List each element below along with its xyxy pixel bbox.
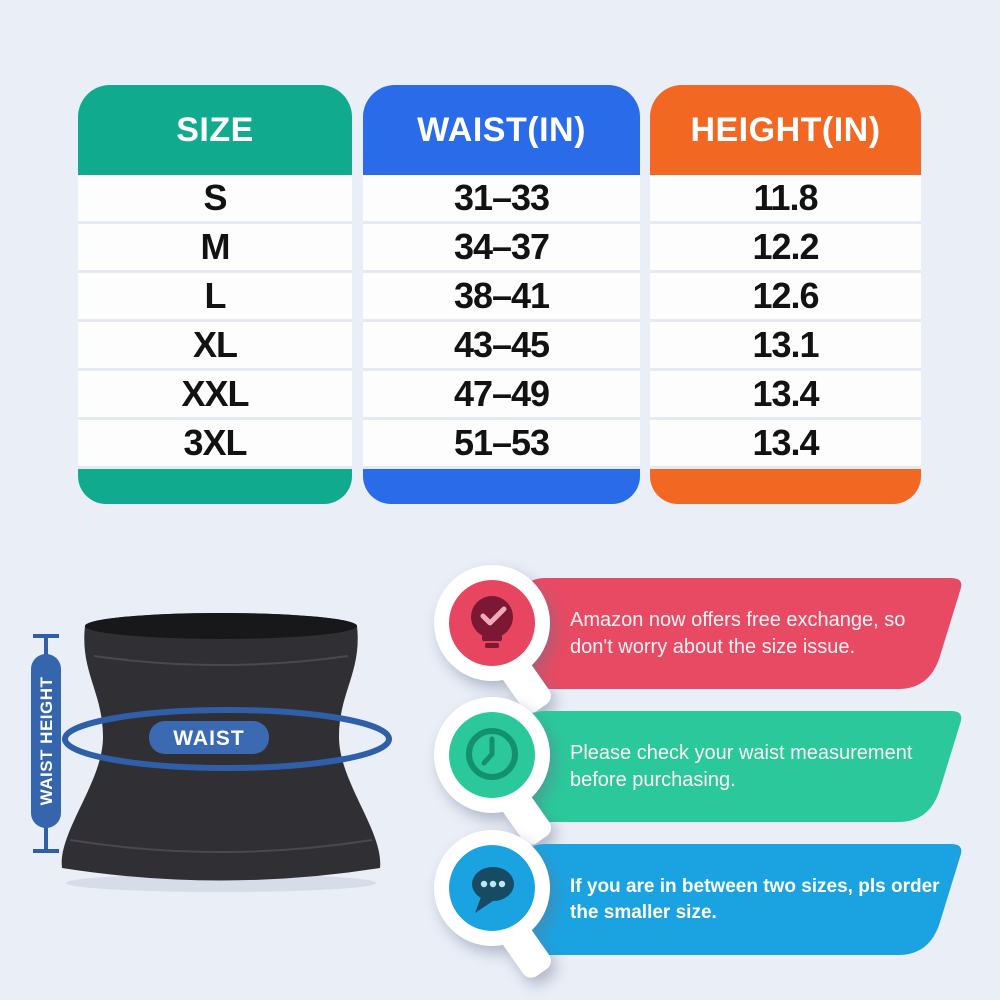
size-cell: XL [78, 322, 352, 371]
height-cell: 12.6 [650, 273, 921, 322]
waist-header: WAIST(IN) [363, 85, 640, 175]
size-cell: M [78, 224, 352, 273]
waist-cell: 31–33 [363, 175, 640, 224]
clock-icon [449, 712, 535, 798]
size-cell: S [78, 175, 352, 224]
waist-cell: 43–45 [363, 322, 640, 371]
waist-cell: 38–41 [363, 273, 640, 322]
waist-footer-bar [363, 469, 640, 504]
callout-line: Please check your waist measurement [570, 742, 913, 765]
height-footer-bar [650, 469, 921, 504]
callout-icon-exchange [434, 565, 550, 681]
waist-height-label: WAIST HEIGHT [37, 676, 56, 806]
size-header: SIZE [78, 85, 352, 175]
height-cell: 12.2 [650, 224, 921, 273]
callout-text-between-sizes [570, 844, 970, 955]
height-column [650, 85, 921, 504]
callout-line: before purchasing. [570, 768, 736, 791]
garment-opening [85, 613, 357, 639]
height-cell: 11.8 [650, 175, 921, 224]
size-column [78, 85, 352, 504]
callout-icon-between-sizes [434, 830, 550, 946]
callout-text-exchange [570, 578, 970, 689]
callout-text-measure [570, 711, 970, 822]
waist-column [363, 85, 640, 504]
height-cell: 13.4 [650, 371, 921, 420]
waist-trainer-illustration [10, 590, 430, 900]
callout-icon-measure [434, 697, 550, 813]
callout-line: If you are in between two sizes, pls order [570, 876, 940, 898]
waist-cell: 34–37 [363, 224, 640, 273]
size-footer-bar [78, 469, 352, 504]
lightbulb-check-icon [449, 580, 535, 666]
chat-dots-icon [449, 845, 535, 931]
height-header: HEIGHT(IN) [650, 85, 921, 175]
size-cell: L [78, 273, 352, 322]
callout-line: the smaller size. [570, 901, 717, 923]
callout-line: don't worry about the size issue. [570, 635, 856, 658]
callout-line: Amazon now offers free exchange, so [570, 609, 906, 632]
height-cell: 13.1 [650, 322, 921, 371]
waist-cell: 47–49 [363, 371, 640, 420]
size-cell: 3XL [78, 420, 352, 469]
waist-label: WAIST [173, 727, 245, 750]
waist-cell: 51–53 [363, 420, 640, 469]
height-cell: 13.4 [650, 420, 921, 469]
size-cell: XXL [78, 371, 352, 420]
